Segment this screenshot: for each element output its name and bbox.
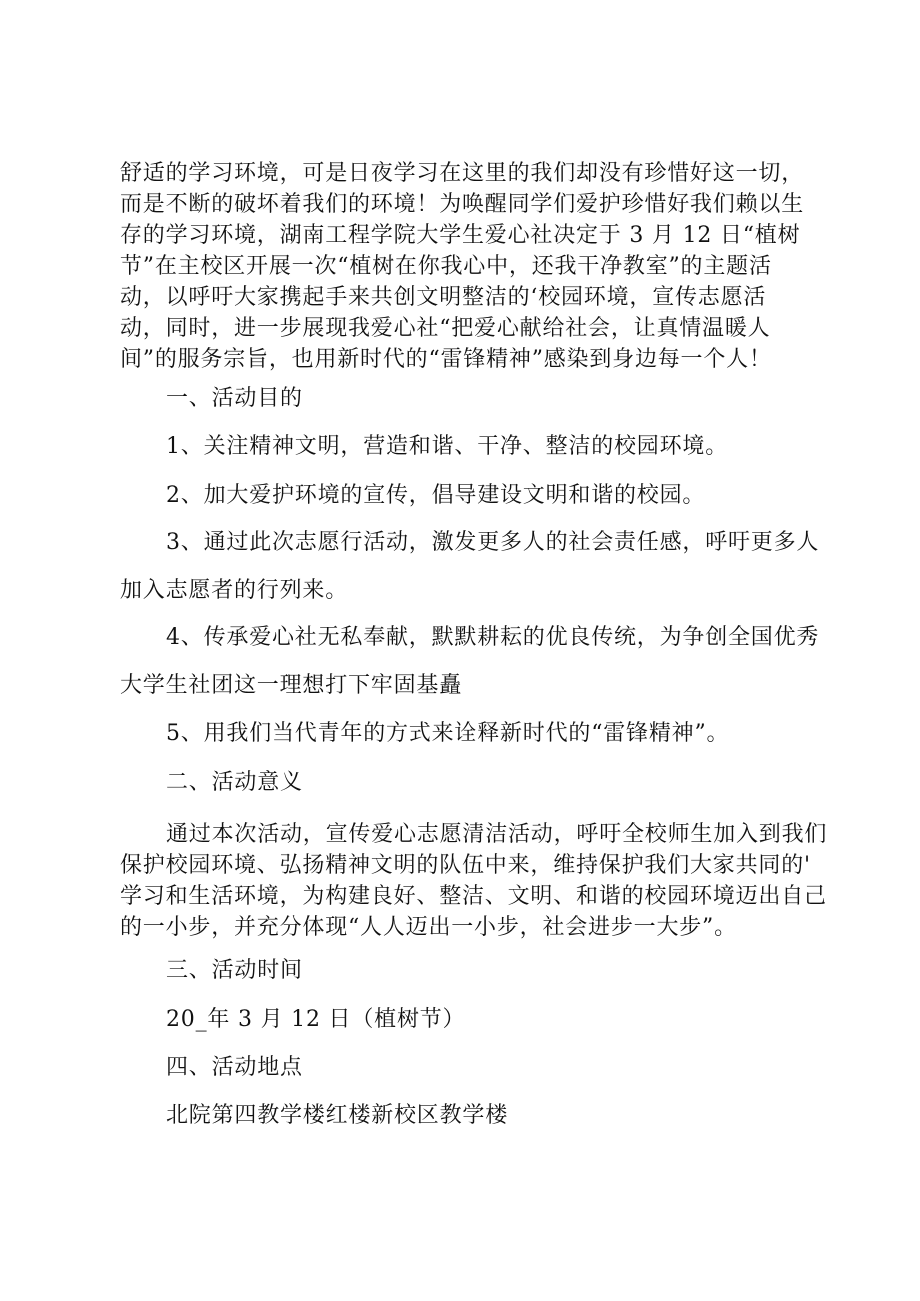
purpose-item-1: 1、关注精神文明，营造和谐、干净、整洁的校园环境。 [166, 434, 728, 459]
intro-line: 动，以呼吁大家携起手来共创文明整洁的‘校园环境，宣传志愿活 [120, 285, 767, 310]
intro-line: 间”的服务宗旨，也用新时代的“雷锋精神”感染到身边每一个人！ [120, 347, 772, 372]
purpose-item-4-continued: 大学生社团这一理想打下牢固基矗 [120, 673, 463, 698]
activity-time: 20_年 3 月 12 日（植树节） [166, 1007, 466, 1032]
intro-line: 而是不断的破坏着我们的环境！为唤醒同学们爱护珍惜好我们赖以生 [120, 192, 805, 217]
section-heading-time: 三、活动时间 [166, 958, 303, 983]
significance-line: 的一小步，并充分体现“人人迈出一小步，社会进步一大步”。 [120, 915, 737, 940]
intro-line: 动，同时，进一步展现我爱心社“把爱心献给社会，让真情温暖人 [120, 316, 771, 341]
activity-location: 北院第四教学楼红楼新校区教学楼 [166, 1103, 509, 1128]
significance-paragraph [120, 819, 828, 943]
intro-paragraph [120, 158, 810, 375]
intro-line: 节”在主校区开展一次“植树在你我心中，还我干净教室”的主题活 [120, 254, 772, 279]
section-heading-significance: 二、活动意义 [166, 770, 303, 795]
purpose-item-3: 3、通过此次志愿行活动，激发更多人的社会责任感，呼吁更多人 [166, 530, 820, 555]
significance-line: 通过本次活动，宣传爱心志愿清洁活动，呼吁全校师生加入到我们 [166, 822, 828, 847]
section-heading-purpose: 一、活动目的 [166, 386, 303, 411]
significance-line: 学习和生活环境，为构建良好、整洁、文明、和谐的校园环境迈出自己 [120, 884, 827, 909]
purpose-item-4: 4、传承爱心社无私奉献，默默耕耘的优良传统，为争创全国优秀 [166, 625, 820, 650]
significance-line: 保护校园环境、弘扬精神文明的队伍中来，维持保护我们大家共同的' [120, 853, 811, 878]
purpose-item-5: 5、用我们当代青年的方式来诠释新时代的“雷锋精神”。 [166, 721, 730, 746]
intro-line: 舒适的学习环境，可是日夜学习在这里的我们却没有珍惜好这一切， [120, 161, 805, 186]
purpose-item-3-continued: 加入志愿者的行列来。 [120, 578, 349, 603]
intro-line: 存的学习环境，湖南工程学院大学生爱心社决定于 3 月 12 日“植树 [120, 223, 801, 248]
section-heading-location: 四、活动地点 [166, 1055, 303, 1080]
purpose-item-2: 2、加大爱护环境的宣传，倡导建设文明和谐的校园。 [166, 483, 706, 508]
